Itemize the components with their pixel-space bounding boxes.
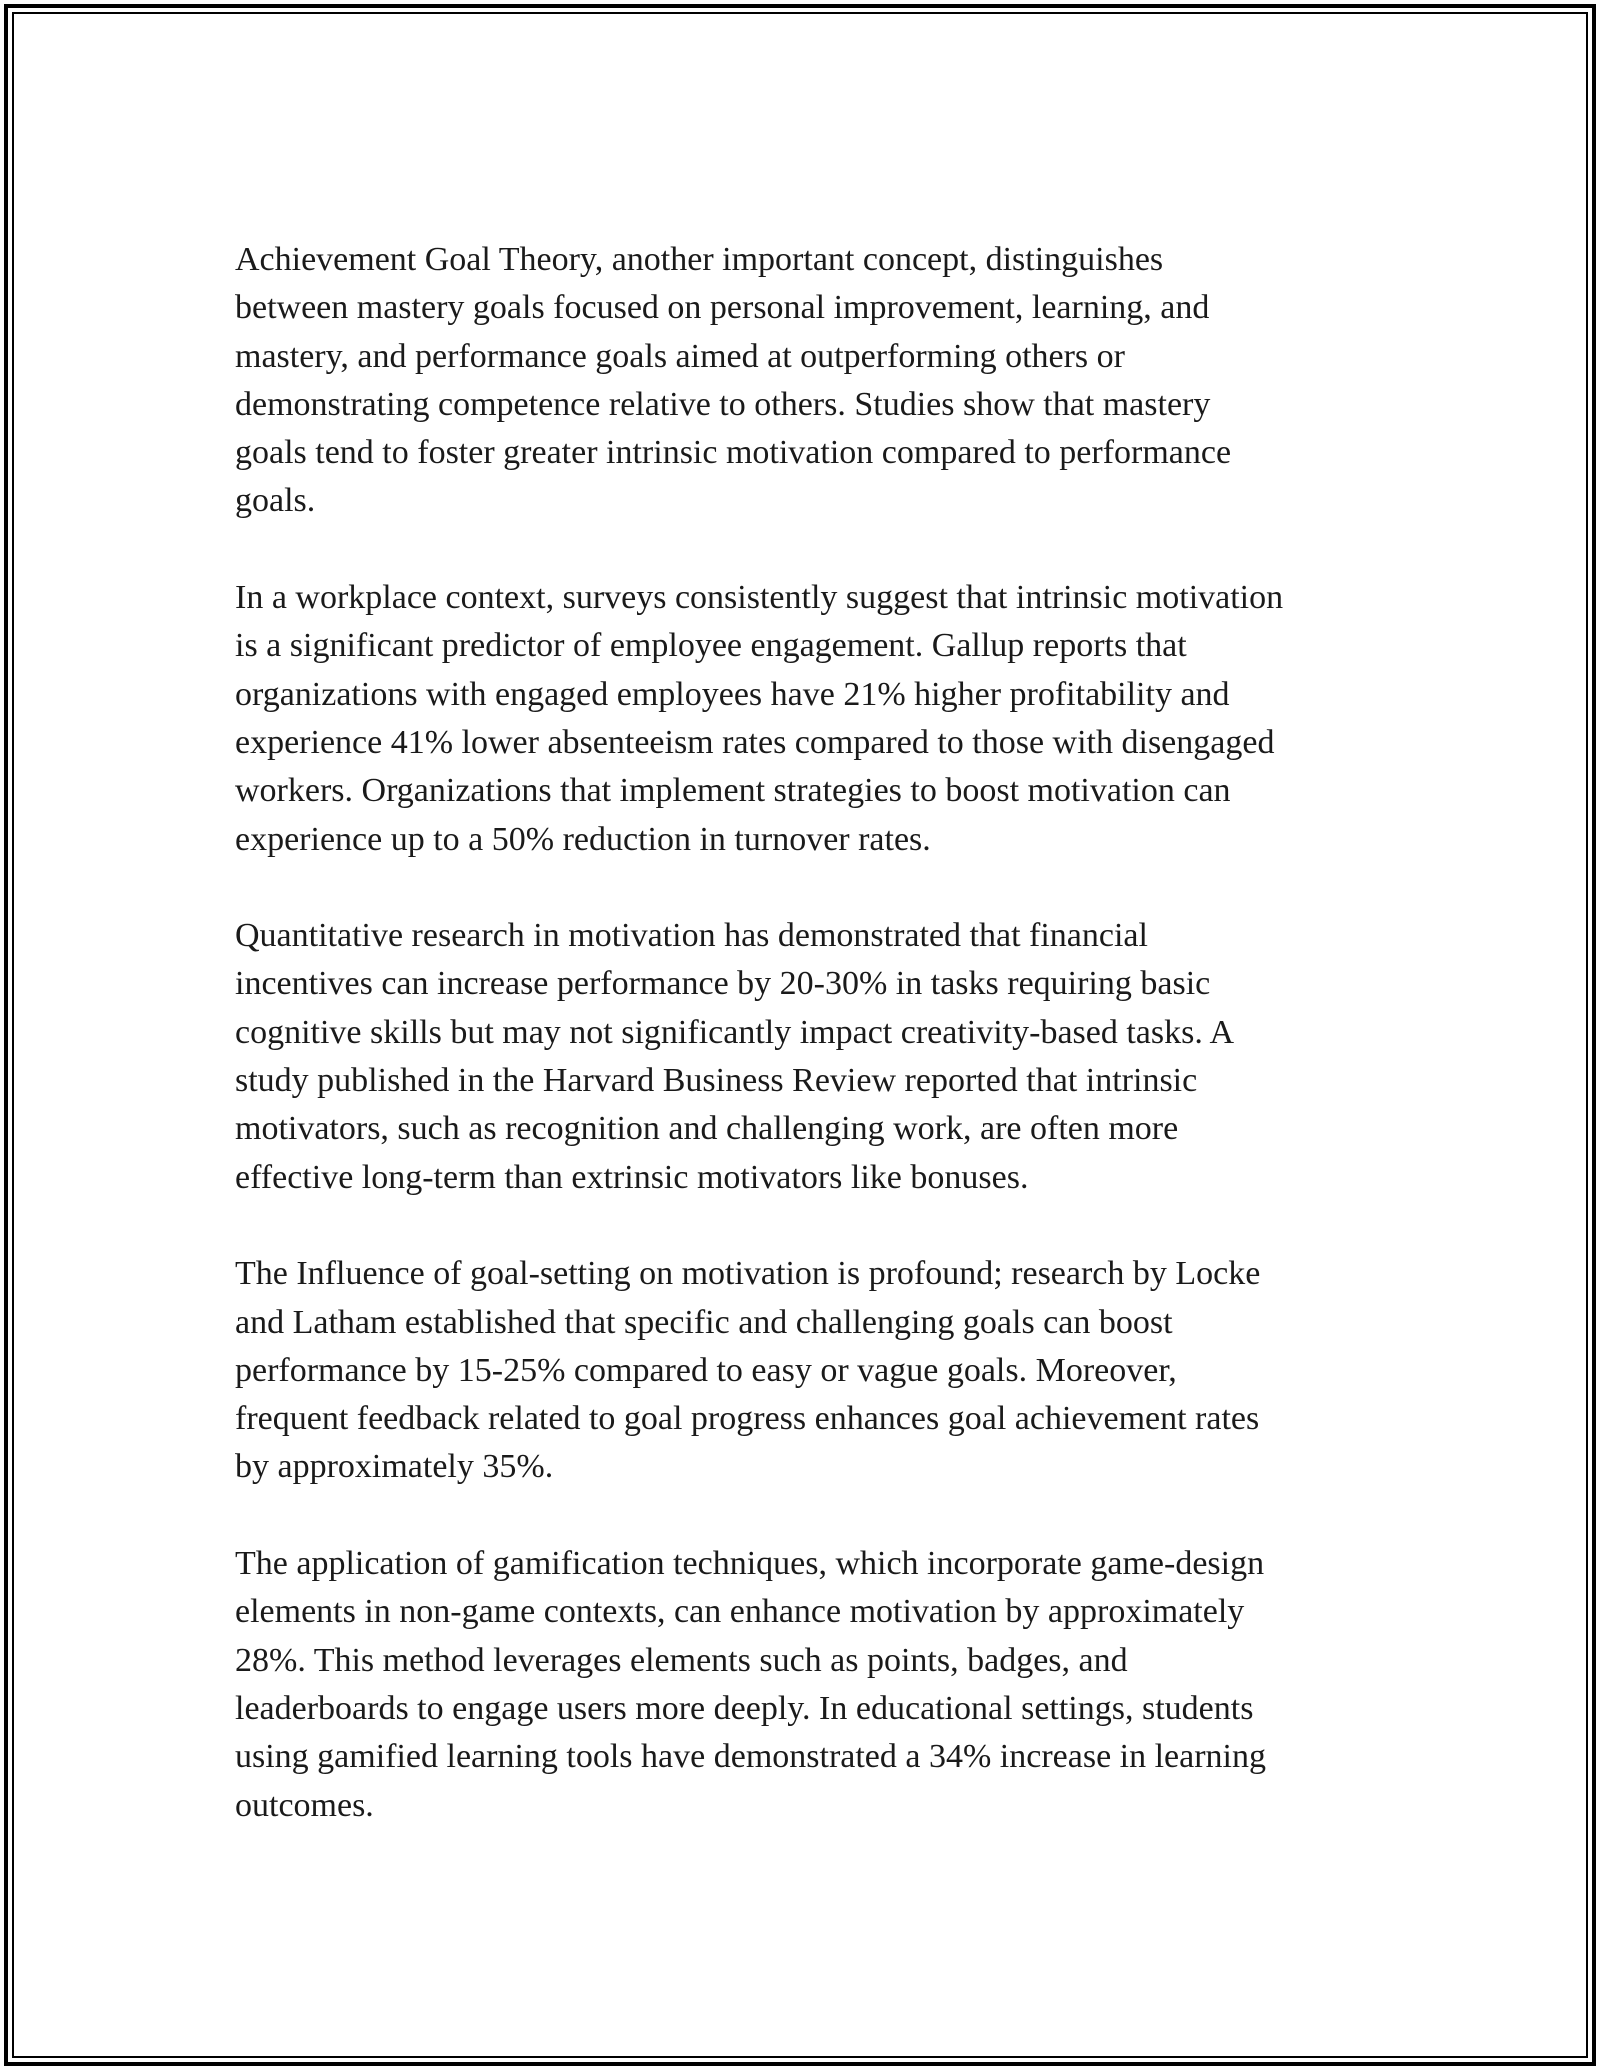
text-line: In a workplace context, surveys consistently suggest that intrinsic motivation (235, 579, 1284, 617)
text-line: elements in non-game contexts, can enhance motivation by approximately (235, 1593, 1245, 1631)
text-line: and Latham established that specific and challenging goals can boost (235, 1303, 1173, 1341)
text-line: experience 41% lower absenteeism rates compared to those with disengaged (235, 723, 1275, 761)
text-line: experience up to a 50% reduction in turnover rates. (235, 820, 931, 858)
text-line: leaderboards to engage users more deeply. In educational settings, students (235, 1689, 1254, 1727)
text-line: The application of gamification techniques, which incorporate game-design (235, 1545, 1265, 1583)
paragraph-workplace-context (235, 574, 1375, 864)
text-line: incentives can increase performance by 20-30% in tasks requiring basic (235, 965, 1211, 1003)
text-line: The Influence of goal-setting on motivation is profound; research by Locke (235, 1255, 1261, 1293)
text-line: 28%. This method leverages elements such as points, badges, and (235, 1641, 1128, 1679)
text-line: Quantitative research in motivation has demonstrated that financial (235, 917, 1148, 955)
text-line: outcomes. (235, 1786, 374, 1824)
text-line: Achievement Goal Theory, another important concept, distinguishes (235, 241, 1164, 278)
text-line: workers. Organizations that implement strategies to boost motivation can (235, 772, 1231, 810)
text-line: study published in the Harvard Business Review reported that intrinsic (235, 1062, 1198, 1100)
text-line: goals tend to foster greater intrinsic motivation compared to performance (235, 434, 1232, 472)
text-line: cognitive skills but may not significantly impact creativity-based tasks. A (235, 1013, 1235, 1051)
paragraph-achievement-goal-theory (235, 236, 1375, 526)
text-line: using gamified learning tools have demonstrated a 34% increase in learning (235, 1738, 1267, 1776)
text-line: mastery, and performance goals aimed at outperforming others or (235, 337, 1125, 375)
paragraph-gamification (235, 1540, 1375, 1830)
text-line: goals. (235, 482, 316, 520)
text-line: demonstrating competence relative to others. Studies show that mastery (235, 385, 1211, 423)
text-line: by approximately 35%. (235, 1448, 554, 1486)
paragraph-goal-setting (235, 1250, 1375, 1491)
document-body (235, 236, 1375, 1878)
text-line: performance by 15-25% compared to easy or vague goals. Moreover, (235, 1351, 1177, 1389)
text-line: organizations with engaged employees have 21% higher profitability and (235, 675, 1230, 713)
paragraph-quantitative-research (235, 912, 1375, 1202)
text-line: between mastery goals focused on personal improvement, learning, and (235, 289, 1210, 327)
text-line: frequent feedback related to goal progress enhances goal achievement rates (235, 1400, 1260, 1438)
text-line: effective long-term than extrinsic motivators like bonuses. (235, 1158, 1029, 1196)
text-line: motivators, such as recognition and challenging work, are often more (235, 1110, 1179, 1148)
text-line: is a significant predictor of employee engagement. Gallup reports that (235, 627, 1187, 665)
